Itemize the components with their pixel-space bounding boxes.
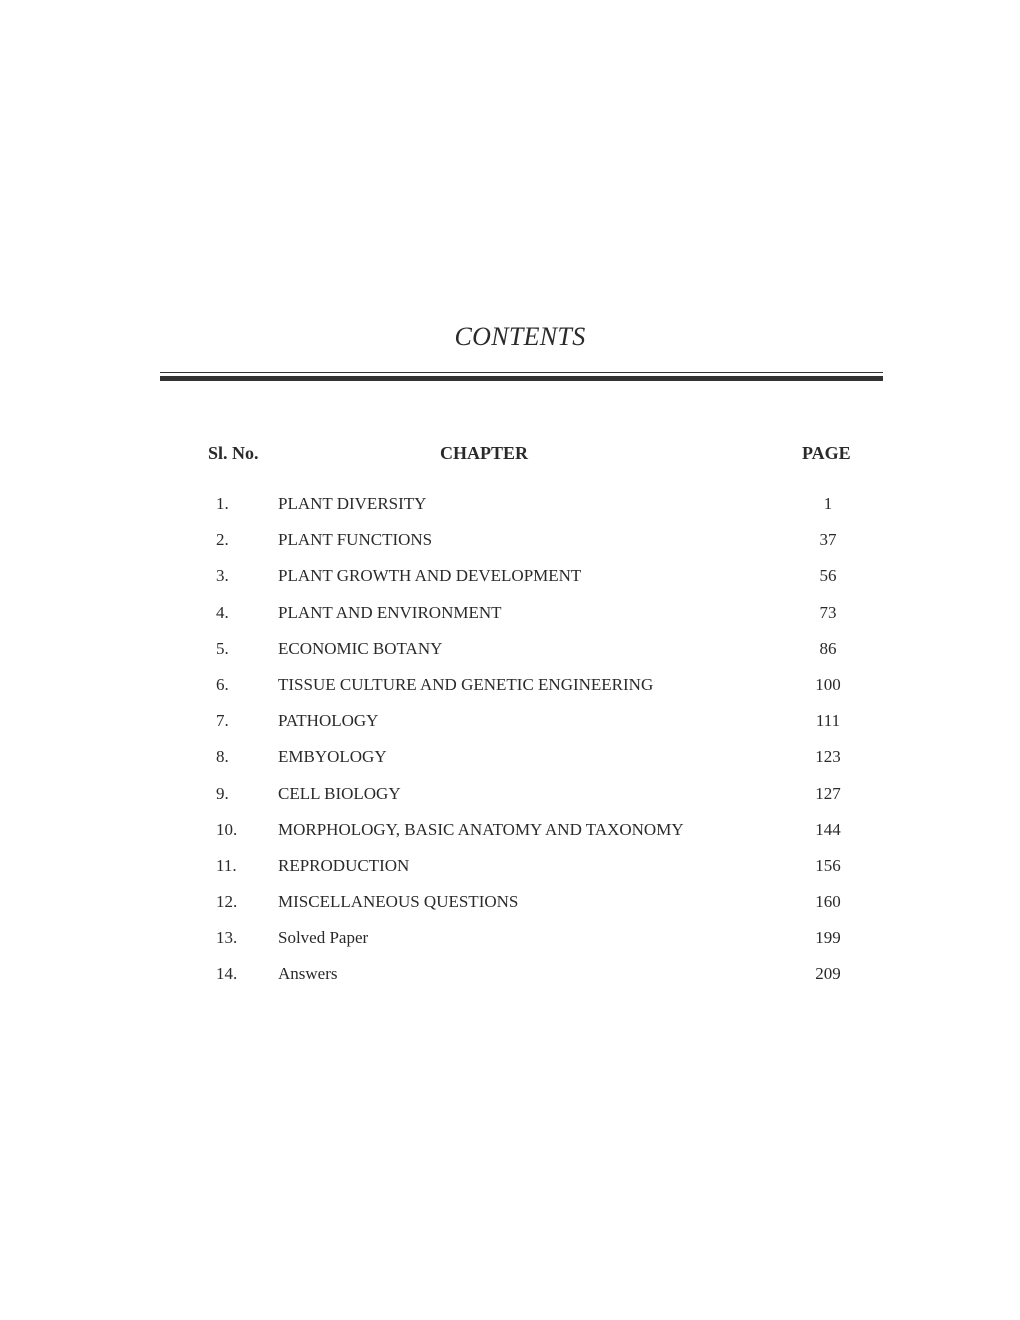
- entry-chapter: ECONOMIC BOTANY: [278, 638, 443, 658]
- entry-number: 1.: [216, 494, 229, 513]
- entry-number: 4.: [216, 602, 229, 622]
- entry-chapter: EMBYOLOGY: [278, 747, 387, 767]
- contents-row[interactable]: [0, 639, 1020, 675]
- contents-row[interactable]: [0, 566, 1020, 602]
- contents-row[interactable]: [0, 892, 1020, 928]
- entry-number: 12.: [216, 892, 238, 912]
- entry-number: 3.: [216, 566, 229, 586]
- entry-chapter: PATHOLOGY: [278, 711, 379, 731]
- entry-page: 209: [815, 964, 841, 984]
- column-header-page: PAGE: [802, 443, 851, 463]
- contents-row[interactable]: [0, 711, 1020, 747]
- entry-chapter: REPRODUCTION: [278, 855, 410, 875]
- entry-chapter: CELL BIOLOGY: [278, 783, 401, 803]
- entry-number: 10.: [216, 819, 238, 839]
- contents-row[interactable]: [0, 675, 1020, 711]
- contents-row[interactable]: [0, 964, 1020, 1000]
- page-title: CONTENTS: [454, 322, 586, 351]
- entry-page: 100: [815, 674, 841, 694]
- title-rule-thick: [160, 376, 883, 381]
- contents-row[interactable]: [0, 603, 1020, 639]
- column-header-sl-no: Sl. No.: [208, 443, 259, 463]
- entry-page: 1: [823, 494, 833, 513]
- entry-page: 127: [815, 783, 841, 803]
- entry-chapter: Solved Paper: [278, 928, 369, 948]
- entry-number: 9.: [216, 783, 229, 803]
- entry-page: 111: [815, 711, 841, 731]
- entry-page: 156: [815, 855, 841, 875]
- entry-chapter: PLANT AND ENVIRONMENT: [278, 602, 502, 622]
- entry-page: 37: [819, 530, 837, 550]
- entry-number: 14.: [216, 964, 238, 984]
- entry-chapter: Answers: [278, 964, 338, 984]
- entry-number: 6.: [216, 674, 229, 694]
- entry-page: 86: [819, 638, 837, 658]
- entry-number: 8.: [216, 747, 229, 767]
- contents-row[interactable]: [0, 494, 1020, 530]
- entry-number: 7.: [216, 711, 229, 731]
- entry-number: 5.: [216, 638, 229, 658]
- entry-page: 123: [815, 747, 841, 767]
- entry-page: 56: [819, 566, 837, 586]
- entry-chapter: MORPHOLOGY, BASIC ANATOMY AND TAXONOMY: [278, 819, 684, 839]
- entry-number: 13.: [216, 928, 238, 948]
- contents-row[interactable]: [0, 530, 1020, 566]
- entry-number: 11.: [216, 855, 237, 875]
- entry-chapter: PLANT DIVERSITY: [278, 494, 427, 513]
- entry-chapter: PLANT GROWTH AND DEVELOPMENT: [278, 566, 582, 586]
- contents-row[interactable]: [0, 820, 1020, 856]
- entry-page: 199: [815, 928, 841, 948]
- contents-row[interactable]: [0, 856, 1020, 892]
- title-rule-thin: [160, 372, 883, 373]
- entry-page: 73: [819, 602, 837, 622]
- contents-row[interactable]: [0, 784, 1020, 820]
- contents-list: [0, 494, 1020, 1001]
- entry-number: 2.: [216, 530, 229, 550]
- entry-page: 160: [815, 892, 841, 912]
- table-header: [0, 443, 1020, 467]
- entry-chapter: MISCELLANEOUS QUESTIONS: [278, 892, 519, 912]
- column-header-chapter: CHAPTER: [440, 443, 529, 463]
- entry-chapter: TISSUE CULTURE AND GENETIC ENGINEERING: [278, 674, 654, 694]
- contents-row[interactable]: [0, 747, 1020, 783]
- entry-chapter: PLANT FUNCTIONS: [278, 530, 433, 550]
- entry-page: 144: [815, 819, 841, 839]
- contents-row[interactable]: [0, 928, 1020, 964]
